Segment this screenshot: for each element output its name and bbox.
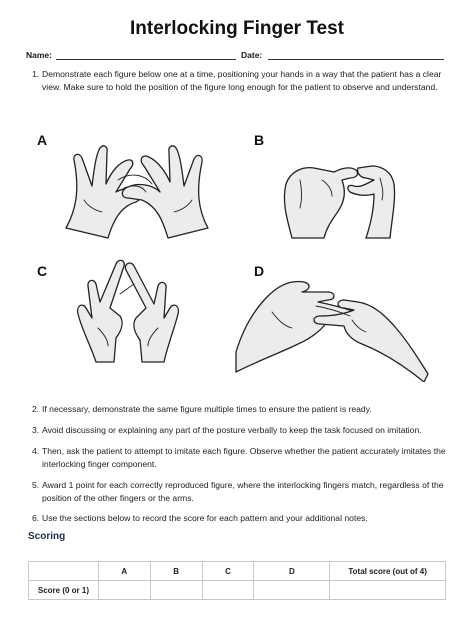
table-header-row <box>29 562 446 581</box>
instruction-step <box>32 479 452 505</box>
step-text: If necessary, demonstrate the same figure multiple times to ensure the patient is ready. <box>42 404 372 414</box>
page-title: Interlocking Finger Test <box>130 18 344 39</box>
scoring-table <box>28 561 446 600</box>
step-text: Award 1 point for each correctly reproduced figure, where the interlocking fingers match, regardless of the position of the other fingers or the arms. <box>42 480 444 503</box>
step-number: 4. <box>32 446 40 456</box>
table-header: D <box>254 562 330 581</box>
score-cell-d[interactable] <box>254 581 330 600</box>
score-cell-total[interactable] <box>330 581 446 600</box>
step-number: 3. <box>32 425 40 435</box>
step-text: Demonstrate each figure below one at a time, positioning your hands in a way that the patient has a clear view. Make sure to hold the position of the figure long enough for the patient to observe and understand. <box>42 69 442 92</box>
figure-d-label: D <box>254 263 265 279</box>
step-number: 5. <box>32 480 40 490</box>
date-field[interactable] <box>268 59 444 60</box>
table-header: C <box>202 562 254 581</box>
instruction-step <box>32 445 452 471</box>
step-text: Avoid discussing or explaining any part of the posture verbally to keep the task focused on imitation. <box>42 425 422 435</box>
table-header <box>29 562 99 581</box>
figure-b-label: B <box>254 132 265 148</box>
figure-a-label: A <box>37 132 48 148</box>
table-header: A <box>98 562 150 581</box>
interlocked-hands-b-icon <box>262 150 422 240</box>
step-text: Then, ask the patient to attempt to imitate each figure. Observe whether the patient accurately imitates the interlocking finger component. <box>42 446 446 469</box>
instruction-step <box>32 403 452 416</box>
step-number: 2. <box>32 404 40 414</box>
score-cell-b[interactable] <box>150 581 202 600</box>
instruction-step <box>32 512 452 525</box>
step-text: Use the sections below to record the score for each pattern and your additional notes. <box>42 513 368 523</box>
scoring-heading: Scoring <box>28 531 66 542</box>
name-field[interactable] <box>56 59 236 60</box>
step-number: 1. <box>32 69 40 79</box>
interlocked-hands-d-icon <box>232 272 432 382</box>
interlocked-hands-a-icon <box>58 140 218 240</box>
date-label: Date: <box>241 50 263 60</box>
step-number: 6. <box>32 513 40 523</box>
table-row <box>29 581 446 600</box>
score-cell-c[interactable] <box>202 581 254 600</box>
table-header: B <box>150 562 202 581</box>
table-header: Total score (out of 4) <box>330 562 446 581</box>
figure-c-label: C <box>37 263 48 279</box>
row-label: Score (0 or 1) <box>29 581 99 600</box>
interlocked-hands-c-icon <box>68 254 188 366</box>
instruction-step <box>32 68 452 94</box>
score-cell-a[interactable] <box>98 581 150 600</box>
name-label: Name: <box>26 50 52 60</box>
instruction-step <box>32 424 452 437</box>
